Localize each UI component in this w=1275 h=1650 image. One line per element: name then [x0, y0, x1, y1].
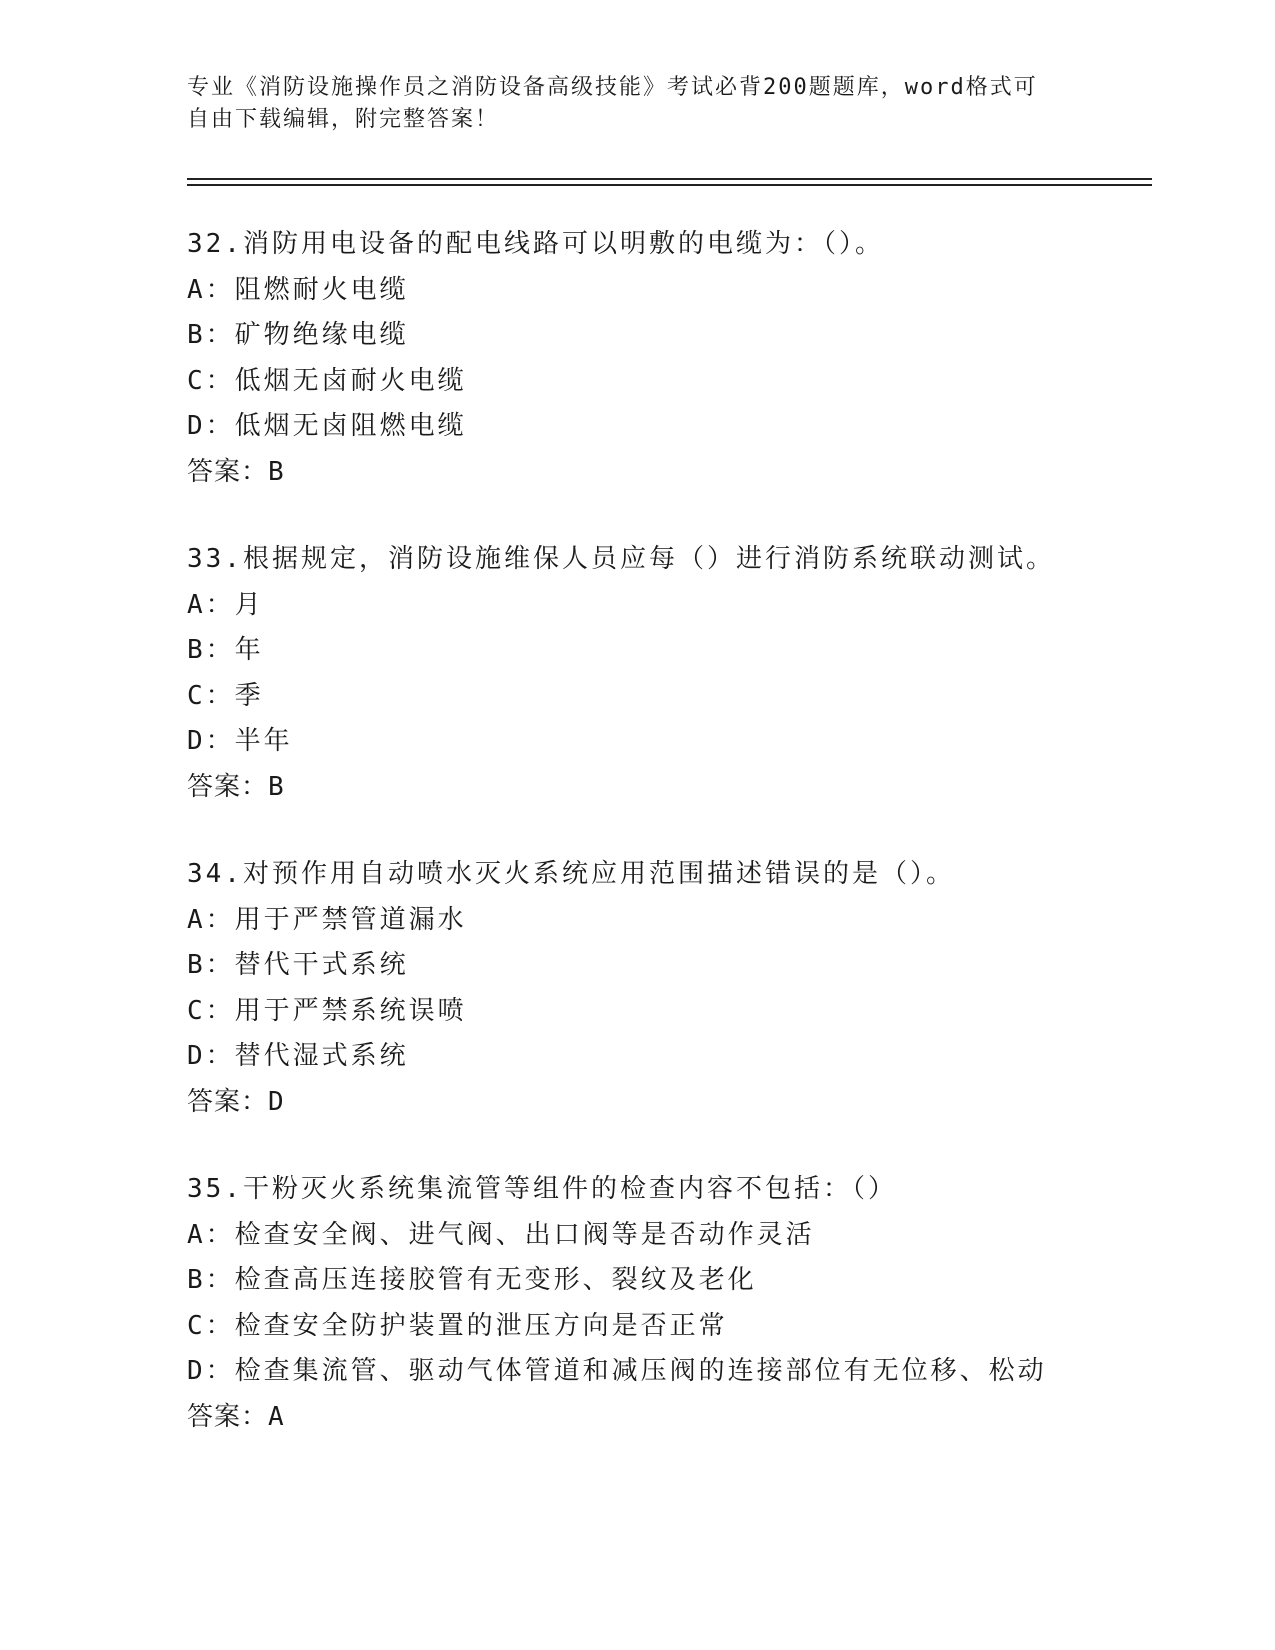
answer-label: 答案：: [187, 1086, 269, 1117]
option-text: 检查高压连接胶管有无变形、裂纹及老化: [234, 1265, 757, 1296]
option-c: [187, 674, 1147, 720]
option-text: 替代湿式系统: [234, 1041, 409, 1072]
option-label: B：: [187, 320, 235, 351]
answer-line: [187, 1395, 1147, 1441]
option-text: 矿物绝缘电缆: [234, 320, 409, 351]
option-d: [187, 1349, 1147, 1395]
option-text: 检查集流管、驱动气体管道和减压阀的连接部位有无位移、松动: [234, 1356, 1047, 1387]
header-line-2: 自由下载编辑，附完整答案！: [187, 107, 500, 132]
answer-line: [187, 1080, 1147, 1126]
option-d: [187, 719, 1147, 765]
option-d: [187, 404, 1147, 450]
option-label: C：: [187, 1310, 235, 1341]
option-c: [187, 1304, 1147, 1350]
question-stem: 34.对预作用自动喷水灭火系统应用范围描述错误的是（）。: [187, 859, 955, 889]
question-stem: 35.干粉灭火系统集流管等组件的检查内容不包括：（）: [187, 1174, 897, 1204]
option-a: [187, 898, 1147, 944]
option-label: B：: [187, 635, 235, 666]
option-text: 半年: [234, 726, 293, 757]
option-label: B：: [187, 1265, 235, 1296]
answer-value: B: [268, 771, 284, 802]
option-text: 月: [234, 589, 264, 620]
option-label: A：: [187, 1219, 235, 1250]
option-text: 用于严禁系统误喷: [234, 995, 467, 1026]
option-text: 用于严禁管道漏水: [234, 904, 467, 935]
option-text: 低烟无卤阻燃电缆: [234, 411, 467, 442]
answer-label: 答案：: [187, 771, 269, 802]
option-label: C：: [187, 995, 235, 1026]
option-a: [187, 268, 1147, 314]
header-divider-top: [187, 178, 1152, 180]
answer-value: A: [268, 1401, 284, 1432]
option-label: A：: [187, 274, 235, 305]
option-b: [187, 313, 1147, 359]
option-label: A：: [187, 904, 235, 935]
answer-line: [187, 765, 1147, 811]
question-35: [187, 1167, 1147, 1441]
option-text: 检查安全防护装置的泄压方向是否正常: [234, 1310, 728, 1341]
header-line-1: 专业《消防设施操作员之消防设备高级技能》考试必背200题题库，word格式可: [187, 75, 1038, 100]
option-label: D：: [187, 1356, 235, 1387]
option-text: 季: [234, 680, 264, 711]
header-divider-bottom: [187, 184, 1152, 186]
answer-label: 答案：: [187, 1401, 269, 1432]
option-text: 年: [234, 635, 264, 666]
answer-line: [187, 450, 1147, 496]
question-stem: 32.消防用电设备的配电线路可以明敷的电缆为：（）。: [187, 229, 884, 259]
option-b: [187, 1258, 1147, 1304]
option-label: C：: [187, 365, 235, 396]
document-header: [187, 72, 1067, 136]
option-d: [187, 1034, 1147, 1080]
option-label: D：: [187, 726, 235, 757]
option-label: B：: [187, 950, 235, 981]
option-c: [187, 359, 1147, 405]
option-c: [187, 989, 1147, 1035]
option-a: [187, 1213, 1147, 1259]
option-text: 替代干式系统: [234, 950, 409, 981]
answer-label: 答案：: [187, 456, 269, 487]
option-label: D：: [187, 1041, 235, 1072]
option-label: D：: [187, 411, 235, 442]
option-label: C：: [187, 680, 235, 711]
option-text: 检查安全阀、进气阀、出口阀等是否动作灵活: [234, 1219, 815, 1250]
question-33: [187, 537, 1147, 811]
option-b: [187, 943, 1147, 989]
option-b: [187, 628, 1147, 674]
option-text: 阻燃耐火电缆: [234, 274, 409, 305]
answer-value: B: [268, 456, 284, 487]
question-32: [187, 222, 1147, 496]
option-a: [187, 583, 1147, 629]
question-34: [187, 852, 1147, 1126]
option-label: A：: [187, 589, 235, 620]
answer-value: D: [268, 1086, 284, 1117]
option-text: 低烟无卤耐火电缆: [234, 365, 467, 396]
question-stem: 33.根据规定，消防设施维保人员应每（）进行消防系统联动测试。: [187, 544, 1055, 574]
